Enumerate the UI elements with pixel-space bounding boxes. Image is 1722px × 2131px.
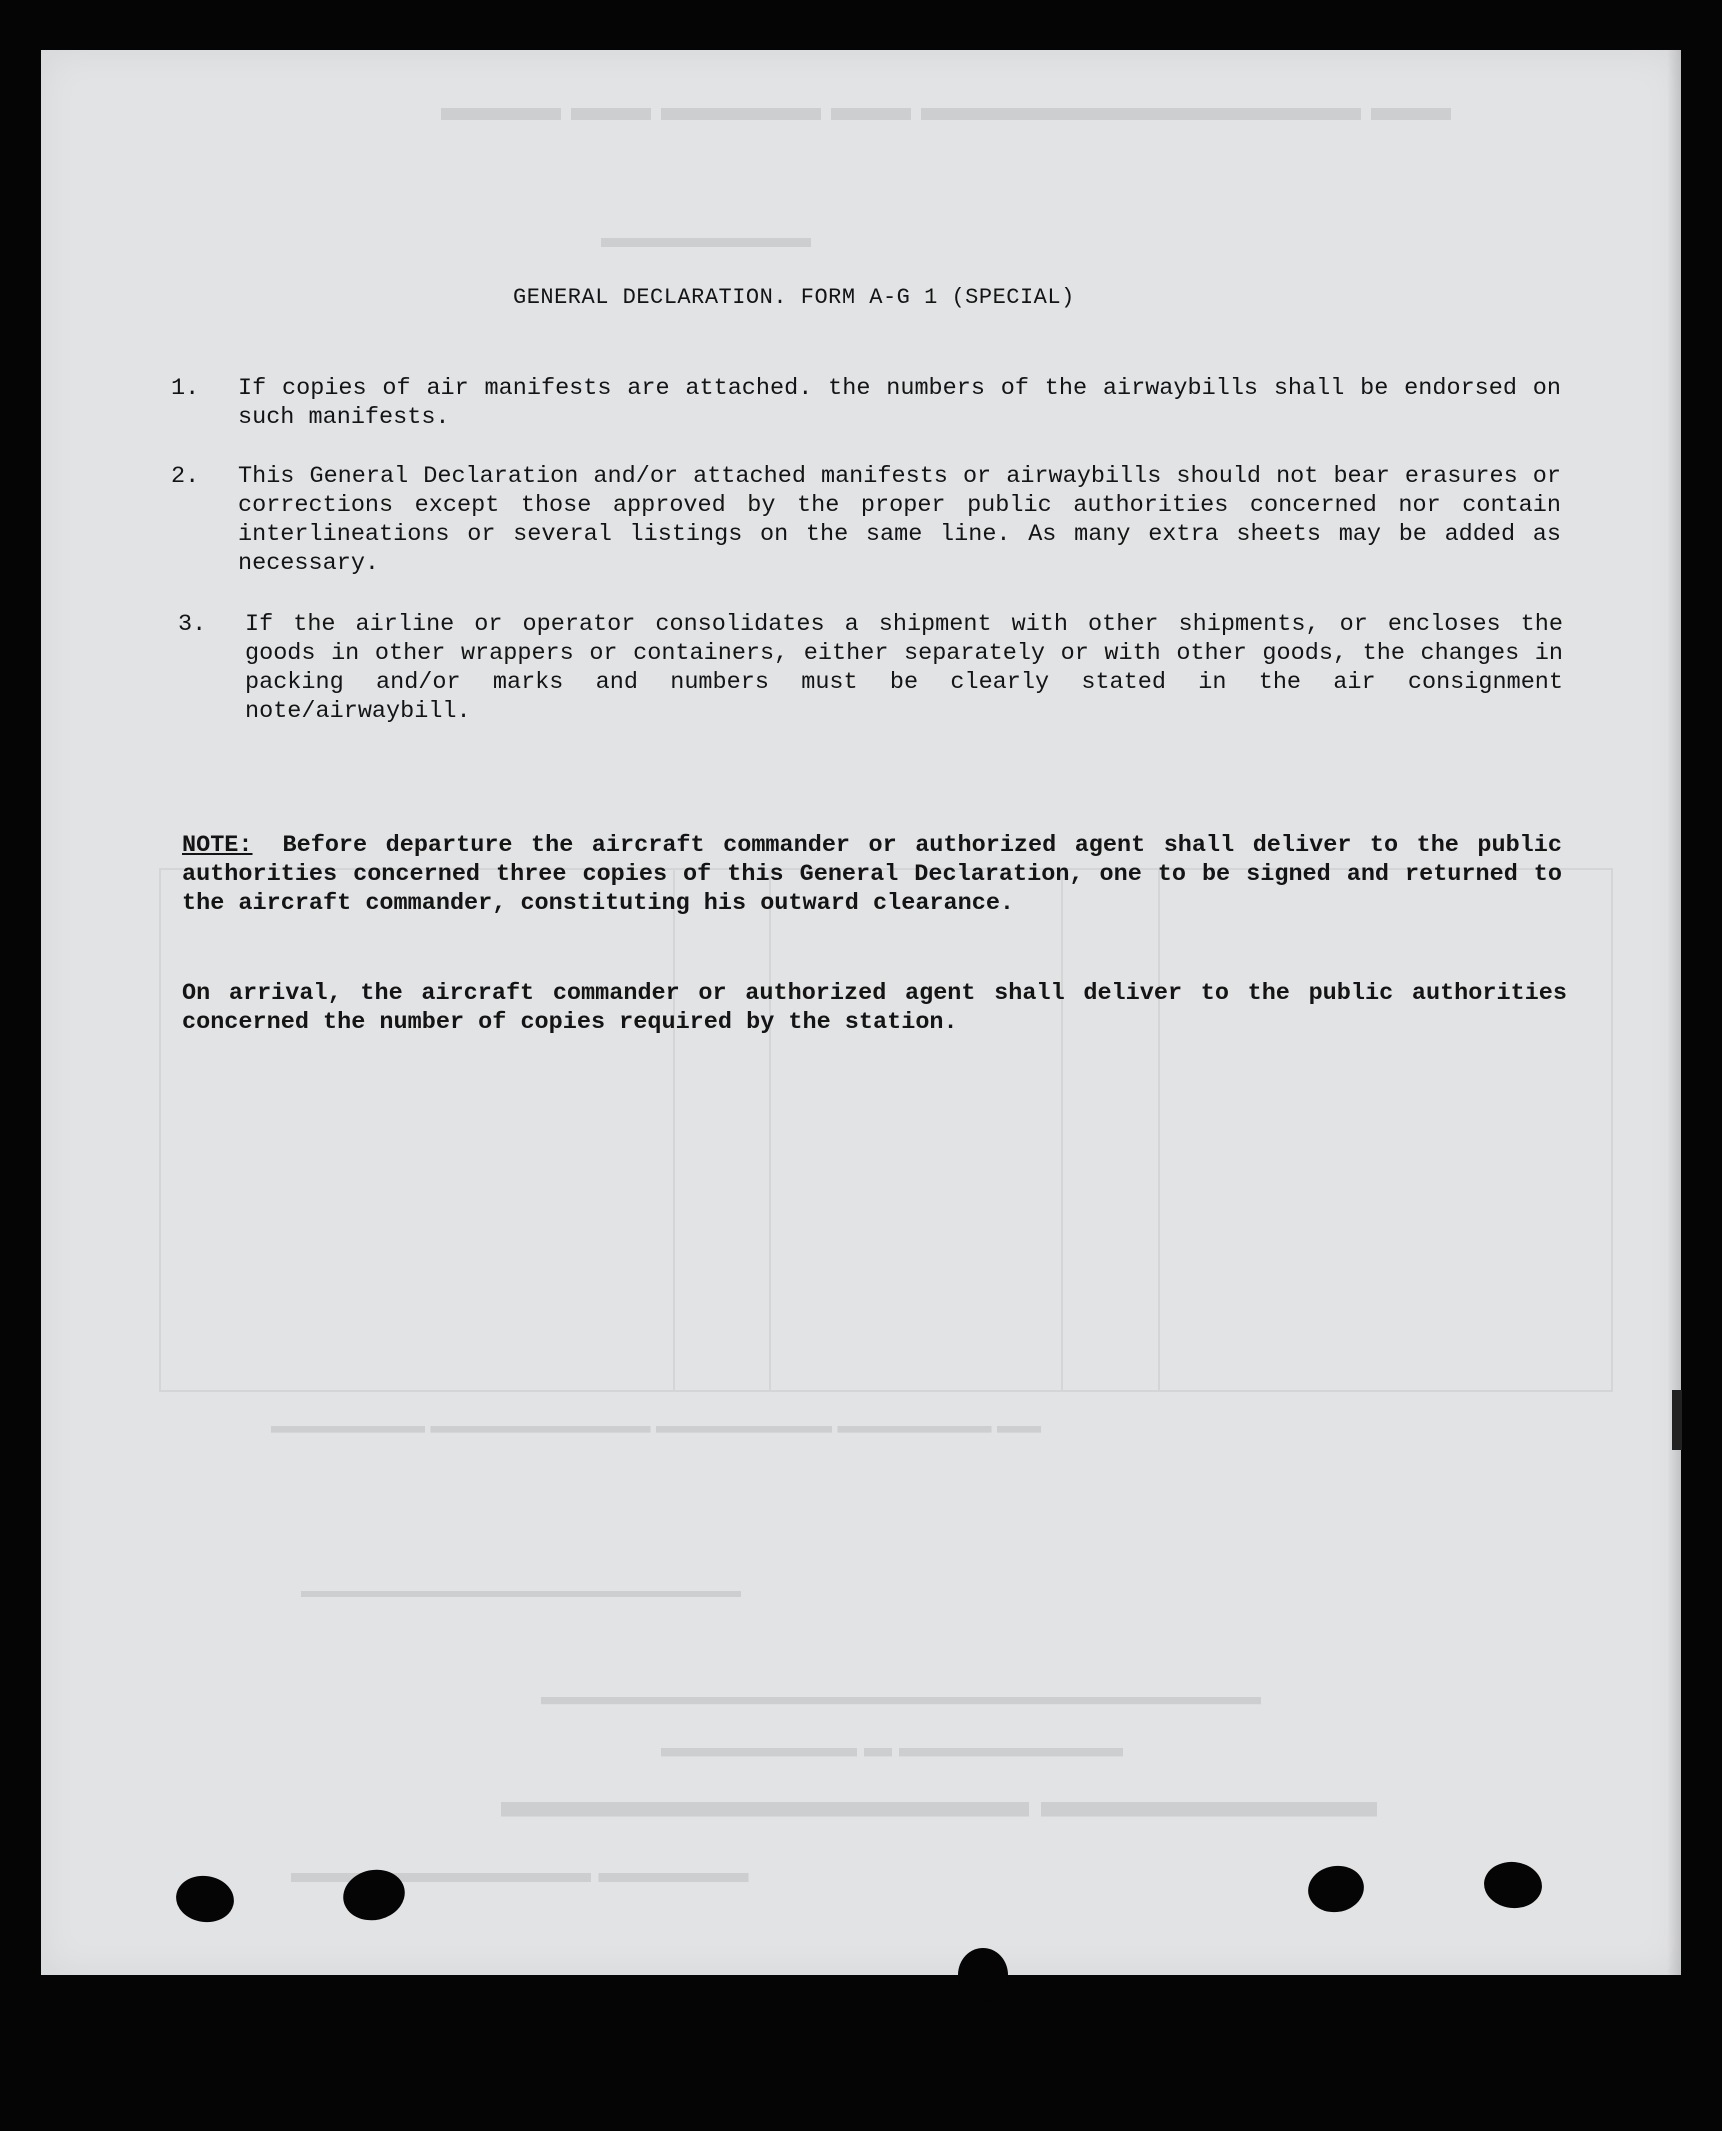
instruction-text: If the airline or operator consolidates a shipment with other shipments, or encloses the goods in other wrappers or containers, either separately or with other goods, the changes in packing and/or marks and numbers must be clearly stated in the air consignment note/airwaybill.: [245, 611, 1563, 725]
instruction-number: 3.: [178, 611, 207, 638]
bleed-through-rule: [769, 870, 771, 1390]
document-page: [41, 50, 1681, 1975]
bleed-through-texture: ▬▬▬▬▬ ▬▬▬▬▬▬▬▬▬▬: [291, 1866, 749, 1899]
instruction-number: 1.: [171, 375, 200, 402]
bleed-through-texture: ▬▬▬▬▬▬▬: [601, 231, 811, 264]
instruction-text: This General Declaration and/or attached manifests or airwaybills should not bear erasures or corrections except those approved by the proper public authorities concerned nor contain interlineations or several listings on the same line. As many extra sheets may be added as necessary.: [238, 463, 1561, 577]
bleed-through-texture: ▬▬ ▬▬▬▬▬▬▬▬▬▬▬ ▬▬ ▬▬▬▬ ▬▬ ▬▬▬: [441, 99, 1451, 144]
bleed-through-table: [159, 868, 1613, 1392]
bleed-through-texture: ▬▬▬▬▬▬▬ ▬▬▬▬▬▬▬▬▬▬▬: [501, 1791, 1377, 1844]
bleed-through-rule: [1061, 870, 1063, 1390]
bleed-through-rule: [1158, 870, 1160, 1390]
paper-edge-shadow: [1667, 50, 1681, 1975]
note-text: Before departure the aircraft commander or authorized agent shall deliver to the public authorities concerned three copies of this General Declaration, one to be signed and returned to the aircraft commander, constituting his outward clearance.: [182, 832, 1562, 917]
note-paragraph: [182, 831, 1562, 918]
bleed-through-rule: [673, 870, 675, 1390]
instruction-text: If copies of air manifests are attached. the numbers of the airwaybills shall be endorsed on such manifests.: [238, 375, 1561, 431]
bleed-through-texture: ▬▬▬▬▬▬▬▬ ▬ ▬▬▬▬▬▬▬: [661, 1741, 1123, 1772]
arrival-paragraph: On arrival, the aircraft commander or authorized agent shall deliver to the public authorities concerned the number of copies required by the station.: [182, 980, 1567, 1036]
instruction-number: 2.: [171, 463, 200, 490]
bleed-through-texture: ▬▬ ▬▬▬▬▬▬▬ ▬▬▬▬▬▬▬▬ ▬▬▬▬▬▬▬▬▬▬ ▬▬▬▬▬▬▬: [271, 1421, 1041, 1446]
form-title: GENERAL DECLARATION. FORM A-G 1 (SPECIAL): [513, 285, 1075, 310]
edge-mark: [1672, 1390, 1682, 1450]
note-label: NOTE:: [182, 832, 253, 859]
punch-hole: [958, 1948, 1008, 2002]
bleed-through-texture: ▬▬▬▬▬▬▬▬▬▬▬▬▬▬▬▬▬▬▬▬▬▬: [301, 1586, 741, 1608]
bleed-through-texture: ▬▬▬▬▬▬▬▬▬▬▬▬▬▬▬▬▬▬▬▬▬▬▬▬▬▬▬▬▬▬: [541, 1691, 1261, 1717]
